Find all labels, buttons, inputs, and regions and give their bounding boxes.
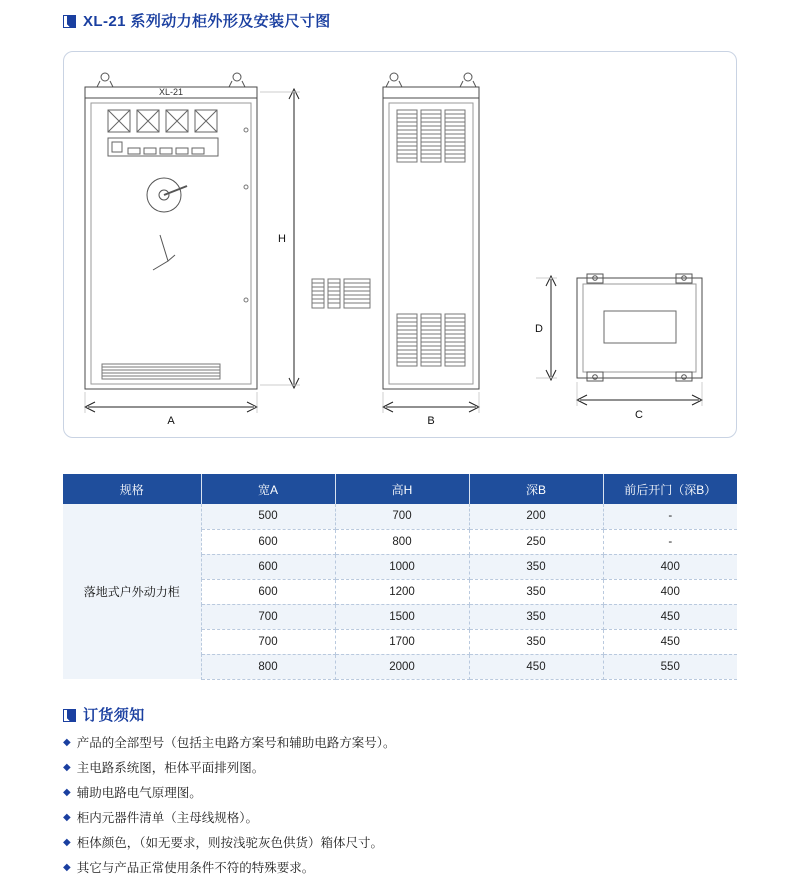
- dim-label-H: H: [278, 233, 286, 245]
- note-text: 主电路系统图，柜体平面排列图。: [76, 761, 265, 775]
- order-heading-text: 订货须知: [83, 707, 145, 724]
- table-cell: -: [603, 504, 737, 529]
- list-item: [63, 832, 743, 854]
- table-cell: 450: [603, 604, 737, 629]
- table-header-cell: 宽A: [201, 474, 335, 504]
- table-header-row: [63, 474, 737, 504]
- list-item: [63, 782, 743, 804]
- table-row-label: 落地式户外动力柜: [63, 504, 201, 679]
- table-header-cell: 高H: [335, 474, 469, 504]
- bullet-marker-icon: [63, 709, 76, 722]
- table-header-cell: 深B: [469, 474, 603, 504]
- list-item: [63, 807, 743, 829]
- table-cell: -: [603, 529, 737, 554]
- diamond-bullet-icon: ◆: [63, 737, 71, 748]
- table-cell: 700: [335, 504, 469, 529]
- note-text: 柜体颜色，（如无要求，则按浅驼灰色供货）箱体尺寸。: [76, 836, 383, 850]
- list-item: [63, 732, 743, 754]
- table-cell: 800: [201, 654, 335, 679]
- table-cell: 200: [469, 504, 603, 529]
- side-lifting-lugs: [386, 73, 476, 87]
- diamond-bullet-icon: ◆: [63, 787, 71, 798]
- dimension-drawing-panel: [63, 51, 737, 438]
- table-row: [63, 504, 737, 529]
- diamond-bullet-icon: ◆: [63, 762, 71, 773]
- dim-depth-B: [383, 392, 479, 413]
- note-text: 辅助电路电气原理图。: [76, 786, 202, 800]
- dim-label-D: D: [535, 323, 543, 335]
- table-header-cell: 规格: [63, 474, 201, 504]
- dim-label-A: A: [167, 415, 175, 427]
- list-item: [63, 757, 743, 779]
- dim-width-C: [577, 382, 702, 406]
- table-cell: 350: [469, 554, 603, 579]
- table-cell: 350: [469, 629, 603, 654]
- table-cell: 2000: [335, 654, 469, 679]
- table-cell: 1200: [335, 579, 469, 604]
- order-section-heading: [63, 708, 145, 723]
- diamond-bullet-icon: ◆: [63, 862, 71, 873]
- dim-label-C: C: [635, 409, 643, 421]
- table-cell: 500: [201, 504, 335, 529]
- front-lifting-lugs: [97, 73, 245, 87]
- bullet-marker-icon: [63, 15, 76, 28]
- note-text: 柜内元器件清单（主母线规格）。: [76, 811, 258, 825]
- list-item: [63, 857, 743, 879]
- drawing-heading-text: XL-21 系列动力柜外形及安装尺寸图: [83, 13, 331, 30]
- table-cell: 250: [469, 529, 603, 554]
- table-cell: 1000: [335, 554, 469, 579]
- table-cell: 800: [335, 529, 469, 554]
- table-cell: 700: [201, 604, 335, 629]
- table-cell: 550: [603, 654, 737, 679]
- table-header-cell: 前后开门（深B）: [603, 474, 737, 504]
- table-cell: 600: [201, 579, 335, 604]
- diamond-bullet-icon: ◆: [63, 812, 71, 823]
- specification-table: [63, 474, 737, 680]
- order-notes-list: [63, 732, 743, 882]
- table-cell: 350: [469, 579, 603, 604]
- drawing-section-heading: [63, 14, 331, 29]
- table-cell: 700: [201, 629, 335, 654]
- middle-louver-detail: [312, 279, 370, 308]
- table-cell: 600: [201, 529, 335, 554]
- table-cell: 400: [603, 579, 737, 604]
- table-cell: 450: [603, 629, 737, 654]
- table-cell: 400: [603, 554, 737, 579]
- diamond-bullet-icon: ◆: [63, 837, 71, 848]
- table-cell: 1500: [335, 604, 469, 629]
- table-cell: 1700: [335, 629, 469, 654]
- note-text: 产品的全部型号（包括主电路方案号和辅助电路方案号）。: [76, 736, 396, 750]
- table-cell: 350: [469, 604, 603, 629]
- note-text: 其它与产品正常使用条件不符的特殊要求。: [76, 861, 315, 875]
- table-cell: 450: [469, 654, 603, 679]
- cabinet-model-label: XL-21: [158, 87, 184, 97]
- dimension-drawing-svg: [64, 52, 737, 438]
- table-cell: 600: [201, 554, 335, 579]
- dim-width-A: [85, 392, 257, 413]
- dim-label-B: B: [427, 415, 435, 427]
